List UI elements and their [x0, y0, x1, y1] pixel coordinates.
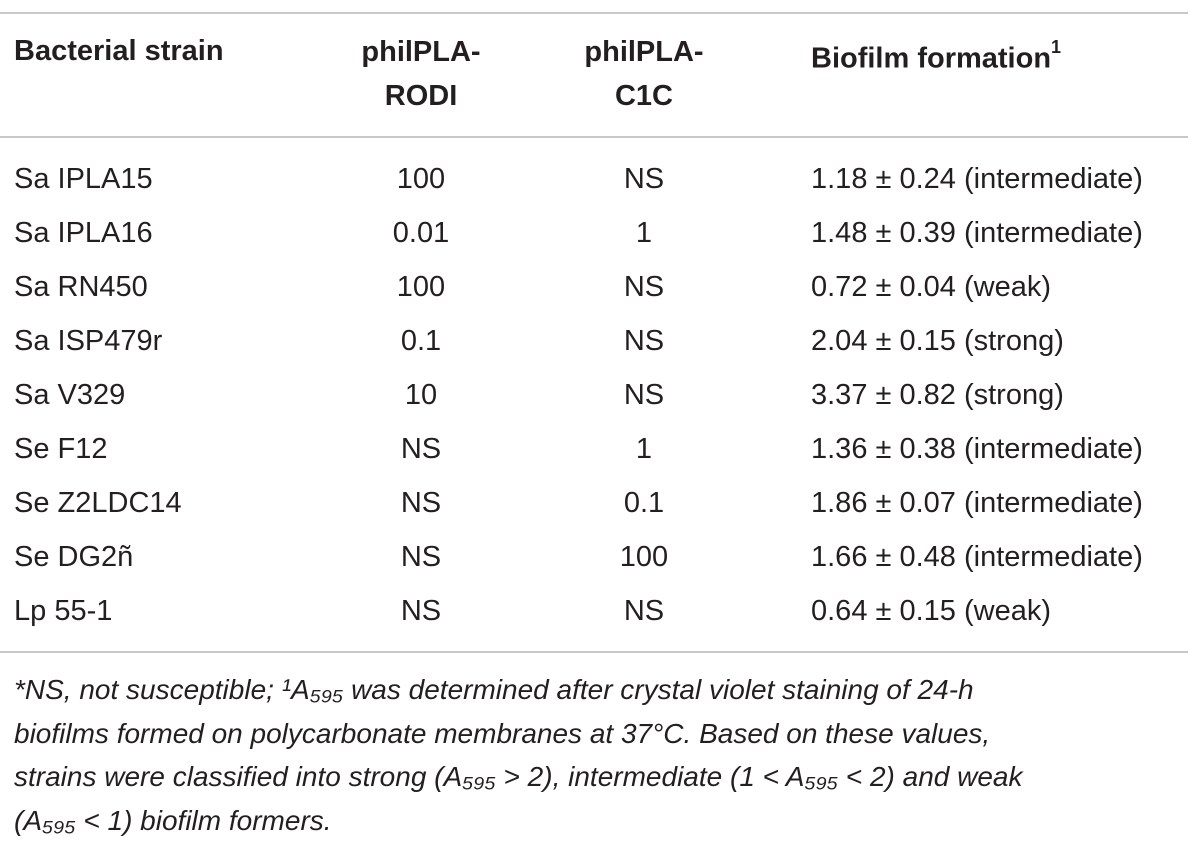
table-cell-c1c: NS: [623, 595, 665, 627]
table-cell-strain: Se Z2LDC14: [14, 487, 182, 519]
table-cell-c1c: 1: [635, 433, 653, 465]
table-cell-strain: Sa RN450: [14, 271, 148, 303]
table-cell-biofilm: 0.64 ± 0.15 (weak): [811, 595, 1051, 627]
table-cell-strain: Se F12: [14, 433, 108, 465]
table-cell-rodi: 100: [396, 163, 446, 195]
table-cell-rodi: NS: [400, 595, 442, 627]
table-cell-biofilm: 1.36 ± 0.38 (intermediate): [811, 433, 1143, 465]
table-cell-biofilm: 1.86 ± 0.07 (intermediate): [811, 487, 1143, 519]
table-cell-rodi: NS: [400, 541, 442, 573]
table-cell-strain: Sa IPLA15: [14, 163, 153, 195]
header-bacterial-strain: Bacterial strain: [14, 35, 224, 67]
table-cell-rodi: NS: [400, 433, 442, 465]
table-footnote: *NS, not susceptible; ¹A₅₉₅ was determined after crystal violet staining of 24-h biofilms formed on polycarbonate membranes at 37°C. Based on these values, strains were classified into strong (A₅₉₅ > 2), intermediate (1 < A₅₉₅ < 2) and weak (A₅₉₅ < 1) biofilm formers.: [14, 674, 1023, 836]
table-cell-c1c: 0.1: [623, 487, 665, 519]
table-cell-strain: Sa V329: [14, 379, 126, 411]
table-cell-c1c: NS: [623, 271, 665, 303]
table-cell-rodi: 10: [404, 379, 438, 411]
table-bottom-rule: [0, 651, 1188, 653]
table-cell-strain: Sa ISP479r: [14, 325, 163, 357]
header-philpla-rodi: [290, 30, 552, 118]
table-cell-strain: Sa IPLA16: [14, 217, 153, 249]
table-cell-biofilm: 1.48 ± 0.39 (intermediate): [811, 217, 1143, 249]
header-biofilm-sup: 1: [1051, 37, 1062, 57]
header-biofilm-formation: [811, 33, 1061, 77]
table-cell-c1c: NS: [623, 163, 665, 195]
table-cell-biofilm: 2.04 ± 0.15 (strong): [811, 325, 1064, 357]
table-cell-biofilm: 1.66 ± 0.48 (intermediate): [811, 541, 1143, 573]
table-cell-c1c: 100: [619, 541, 669, 573]
table-header-rule: [0, 136, 1188, 138]
table-cell-biofilm: 1.18 ± 0.24 (intermediate): [811, 163, 1143, 195]
header-philpla-c1c-line2: C1C: [614, 80, 673, 112]
header-philpla-rodi-line2: RODI: [384, 80, 458, 112]
header-philpla-rodi-line1: philPLA-: [361, 36, 481, 68]
table-top-rule: [0, 12, 1188, 14]
table-cell-rodi: 0.1: [400, 325, 442, 357]
table-cell-strain: Se DG2ñ: [14, 541, 134, 573]
header-biofilm-label: Biofilm formation: [811, 42, 1052, 75]
table-cell-biofilm: 0.72 ± 0.04 (weak): [811, 271, 1051, 303]
table-cell-rodi: NS: [400, 487, 442, 519]
header-philpla-c1c-line1: philPLA-: [584, 36, 704, 68]
table-cell-strain: Lp 55-1: [14, 595, 113, 627]
table-cell-c1c: NS: [623, 379, 665, 411]
table-cell-c1c: NS: [623, 325, 665, 357]
table-cell-rodi: 100: [396, 271, 446, 303]
table-cell-biofilm: 3.37 ± 0.82 (strong): [811, 379, 1064, 411]
header-philpla-c1c: [516, 30, 772, 118]
table-cell-c1c: 1: [635, 217, 653, 249]
table-cell-rodi: 0.01: [392, 217, 450, 249]
